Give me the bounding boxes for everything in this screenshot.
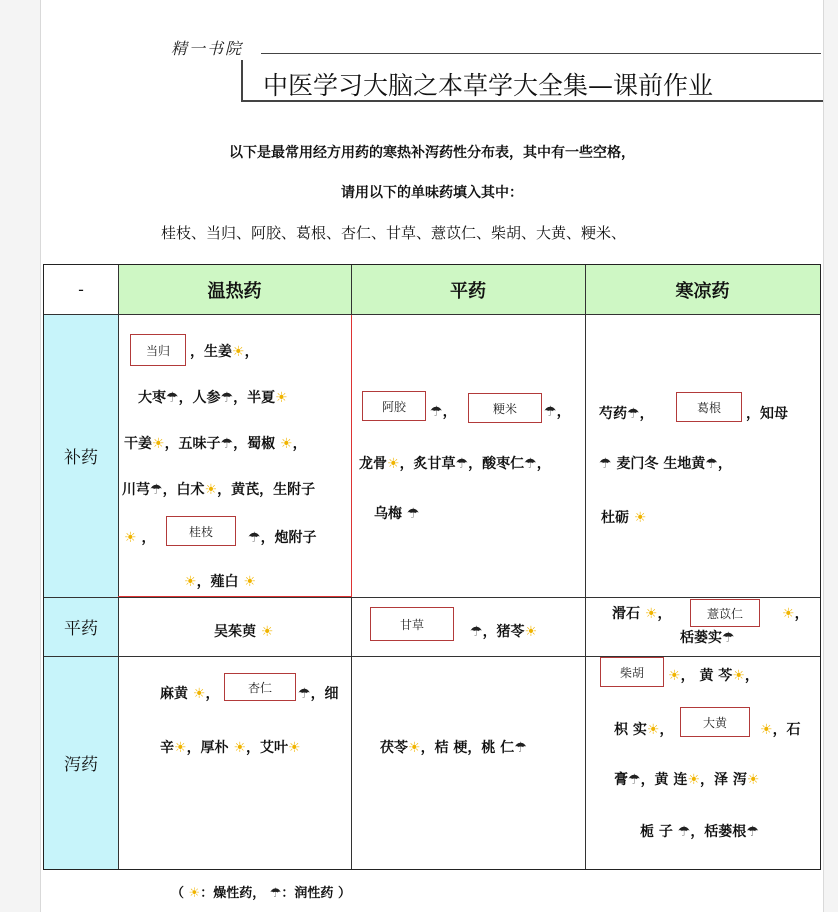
row-header-neutral: 平药: [44, 597, 118, 656]
cell-text: 干姜☀，五味子☂，蜀椒 ☀，: [124, 436, 307, 452]
grid-line: [118, 265, 119, 869]
title-frame: [241, 60, 823, 102]
dry-icon: ☀: [280, 436, 293, 452]
moist-icon: ☂: [220, 390, 234, 406]
dry-icon: ☀: [387, 456, 400, 472]
table-corner: -: [78, 280, 84, 299]
grid-line: [118, 596, 351, 597]
dry-icon: ☀: [782, 606, 795, 622]
cell-text: 栝蒌实☂: [680, 630, 735, 646]
cell-text: ☂ 麦门冬 生地黄☂，: [599, 456, 732, 472]
moist-icon: ☂: [544, 404, 557, 420]
col-header-cold: 寒凉药: [585, 265, 820, 314]
cell-text: ☂，: [544, 404, 571, 420]
cell-text: 杜砺 ☀: [601, 510, 647, 526]
moist-icon: ☂: [298, 686, 311, 702]
dry-icon: ☀: [192, 686, 206, 702]
moist-icon: ☂: [248, 530, 261, 546]
moist-icon: ☂: [524, 456, 537, 472]
dry-icon: ☀: [152, 436, 165, 452]
moist-icon: ☂: [220, 436, 234, 452]
cell-text: 滑石 ☀，: [612, 606, 672, 622]
moist-icon: ☂: [470, 624, 483, 640]
cell-text: 辛☀，厚朴 ☀，艾叶☀: [160, 740, 301, 756]
moist-icon: ☂: [269, 886, 282, 901]
grid-line: [351, 265, 352, 314]
moist-icon: ☂: [150, 482, 163, 498]
moist-icon: ☂: [677, 824, 691, 840]
dry-icon: ☀: [232, 344, 245, 360]
dry-icon: ☀: [174, 740, 187, 756]
herb-list: 桂枝、当归、阿胶、葛根、杏仁、甘草、薏苡仁、柴胡、大黄、粳米、: [161, 224, 627, 242]
answer-box: 阿胶: [362, 391, 426, 421]
dry-icon: ☀: [668, 668, 681, 684]
intro-line-2: 请用以下的单味药填入其中：: [341, 185, 523, 201]
answer-box: 葛根: [676, 392, 742, 422]
dry-icon: ☀: [746, 772, 760, 788]
answer-box: 柴胡: [600, 657, 664, 687]
answer-box: 当归: [130, 334, 186, 366]
cell-text: 吴茱萸 ☀: [214, 624, 274, 640]
grid-line: [585, 265, 586, 869]
moist-icon: ☂: [406, 506, 420, 522]
cell-text: 大枣☂，人参☂，半夏☀: [138, 390, 288, 406]
intro-line-1: 以下是最常用经方用药的寒热补泻药性分布表，其中有一些空格，: [229, 145, 635, 161]
dry-icon: ☀: [687, 772, 700, 788]
grid-line: [351, 314, 352, 597]
col-header-neutral: 平药: [351, 265, 585, 314]
moist-icon: ☂: [430, 404, 443, 420]
moist-icon: ☂: [628, 772, 641, 788]
answer-box: 杏仁: [224, 673, 296, 701]
grid-line: [351, 597, 352, 869]
row-header-purge: 泻药: [44, 656, 118, 869]
dry-icon: ☀: [524, 624, 538, 640]
document-page: [40, 0, 824, 912]
dry-icon: ☀: [732, 668, 745, 684]
dry-icon: ☀: [646, 722, 660, 738]
cell-text: ☂，细: [298, 686, 339, 702]
cell-text: ☂，炮附子: [248, 530, 317, 546]
cell-text: ☀，: [782, 606, 809, 622]
cell-text: ☂，: [430, 404, 457, 420]
cell-text: 栀 子 ☂，栝蒌根☂: [640, 824, 759, 840]
dry-icon: ☀: [408, 740, 421, 756]
page-title: 中医学习大脑之本草学大全集—课前作业: [263, 71, 714, 100]
logo-divider: [261, 53, 821, 54]
logo: 精一书院: [171, 39, 244, 58]
dry-icon: ☀: [644, 606, 658, 622]
cell-text: 乌梅 ☂: [374, 506, 420, 522]
symbol-legend: （ ☀：燥性药， ☂：润性药 ）: [171, 886, 351, 901]
grid-line: [44, 656, 820, 657]
dry-icon: ☀: [275, 390, 288, 406]
answer-box: 大黄: [680, 707, 750, 737]
moist-icon: ☂: [627, 406, 640, 422]
dry-icon: ☀: [260, 624, 274, 640]
cell-text: ☀，石: [760, 722, 801, 738]
moist-icon: ☂: [166, 390, 179, 406]
dry-icon: ☀: [760, 722, 773, 738]
cell-text: ☀，薤白 ☀: [184, 574, 256, 590]
moist-icon: ☂: [514, 740, 527, 756]
cell-text: ☀ ，: [124, 530, 156, 546]
cell-text: ，知母: [746, 406, 788, 422]
moist-icon: ☂: [746, 824, 759, 840]
cell-text: 川芎☂，白术☀，黄芪，生附子: [122, 482, 316, 498]
cell-text: ☀， 黄 芩☀，: [668, 668, 759, 684]
cell-text: 麻黄 ☀，: [160, 686, 220, 702]
herb-table: [43, 264, 821, 870]
cell-text: 龙骨☀，炙甘草☂，酸枣仁☂，: [359, 456, 551, 472]
moist-icon: ☂: [705, 456, 718, 472]
dry-icon: ☀: [124, 530, 137, 546]
moist-icon: ☂: [599, 456, 612, 472]
answer-box: 甘草: [370, 607, 454, 641]
cell-text: 枳 实☀，: [614, 722, 674, 738]
row-header-tonify: 补药: [44, 314, 118, 597]
dry-icon: ☀: [633, 510, 647, 526]
cell-text: ☂，猪苓☀: [470, 624, 538, 640]
dry-icon: ☀: [243, 574, 256, 590]
dry-icon: ☀: [233, 740, 246, 756]
dry-icon: ☀: [204, 482, 218, 498]
cell-text: 膏☂，黄 连☀，泽 泻☀: [614, 772, 760, 788]
cell-text: 茯苓☀，桔 梗，桃 仁☂: [380, 740, 527, 756]
answer-box: 粳米: [468, 393, 542, 423]
dry-icon: ☀: [184, 574, 197, 590]
dry-icon: ☀: [188, 886, 201, 901]
answer-box: 桂枝: [166, 516, 236, 546]
cell-text: 芍药☂，: [599, 406, 654, 422]
grid-line: [44, 314, 820, 315]
col-header-warm: 温热药: [118, 265, 351, 314]
moist-icon: ☂: [455, 456, 469, 472]
answer-box: 薏苡仁: [690, 599, 760, 627]
grid-line: [44, 597, 820, 598]
dry-icon: ☀: [288, 740, 301, 756]
moist-icon: ☂: [722, 630, 735, 646]
cell-text: ，生姜☀，: [190, 344, 259, 360]
